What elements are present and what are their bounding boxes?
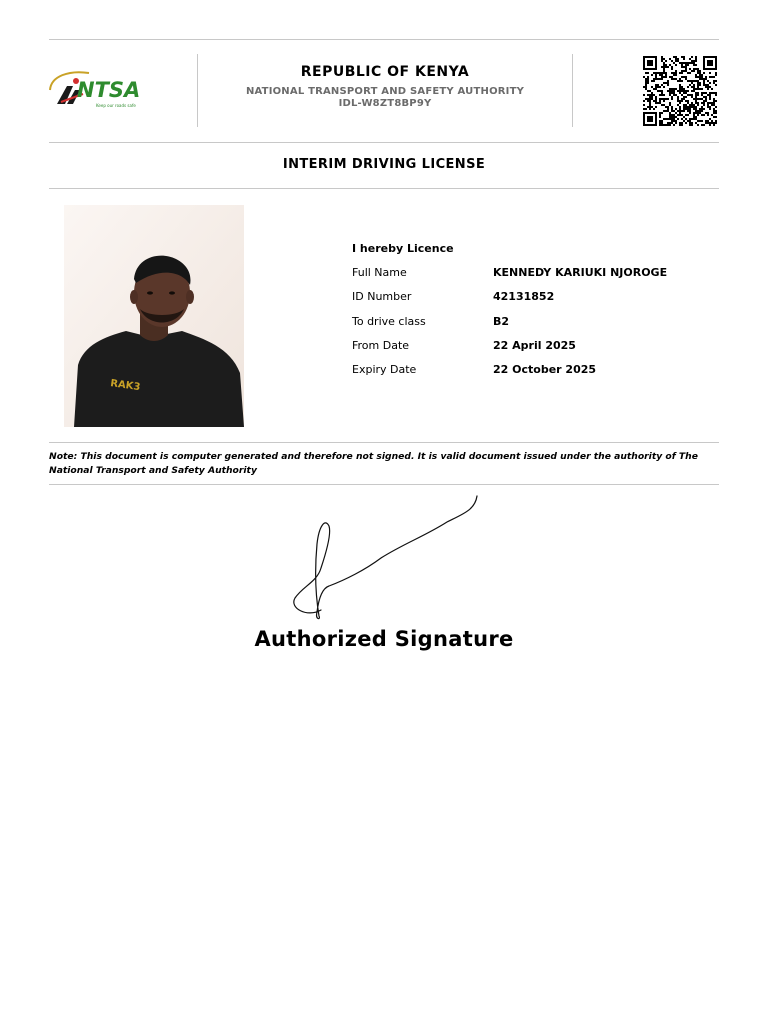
detail-row-from-date — [352, 339, 712, 355]
note-top-divider — [49, 442, 719, 443]
ntsa-logo-icon — [47, 68, 147, 112]
detail-value: 22 April 2025 — [493, 339, 576, 352]
authority-name: NATIONAL TRANSPORT AND SAFETY AUTHORITY — [245, 86, 525, 97]
detail-value: KENNEDY KARIUKI NJOROGE — [493, 266, 668, 279]
reference-id: IDL-W8ZT8BP9Y — [338, 98, 432, 109]
detail-row-full-name — [352, 266, 712, 282]
logo-text: NTSA — [77, 78, 141, 102]
license-holder-photo — [64, 205, 244, 427]
license-intro: I hereby Licence — [352, 242, 454, 255]
detail-label: Expiry Date — [352, 363, 417, 376]
detail-value: 22 October 2025 — [493, 363, 597, 376]
detail-value: B2 — [493, 315, 510, 328]
top-divider — [49, 39, 719, 40]
signature-icon — [285, 492, 485, 622]
detail-row-class — [352, 315, 712, 331]
document-title: INTERIM DRIVING LICENSE — [282, 157, 486, 172]
detail-row-expiry-date — [352, 363, 712, 379]
header-text — [198, 64, 572, 109]
detail-label: ID Number — [352, 290, 412, 303]
shirt-print: RAK3 — [109, 378, 141, 394]
header-bottom-divider — [49, 142, 719, 143]
detail-label: Full Name — [352, 266, 407, 279]
disclaimer-note: Note: This document is computer generated and therefore not signed. It is valid document issued under the authority of The National Transport and Safety Authority — [49, 451, 698, 476]
logo-tagline: Keep our roads safe — [96, 103, 136, 108]
signature-scribble — [285, 492, 485, 622]
title-bottom-divider — [49, 188, 719, 189]
signature-caption: Authorized Signature — [254, 627, 514, 651]
country-name: REPUBLIC OF KENYA — [300, 64, 470, 80]
portrait-image — [64, 205, 244, 427]
note-bottom-divider — [49, 484, 719, 485]
header-divider-right — [572, 54, 573, 127]
qr-code — [643, 56, 717, 126]
detail-value: 42131852 — [493, 290, 555, 303]
qr-code-icon — [643, 56, 717, 126]
detail-label: From Date — [352, 339, 410, 352]
detail-label: To drive class — [352, 315, 426, 328]
detail-row-id-number — [352, 290, 712, 306]
ntsa-logo — [47, 68, 147, 112]
